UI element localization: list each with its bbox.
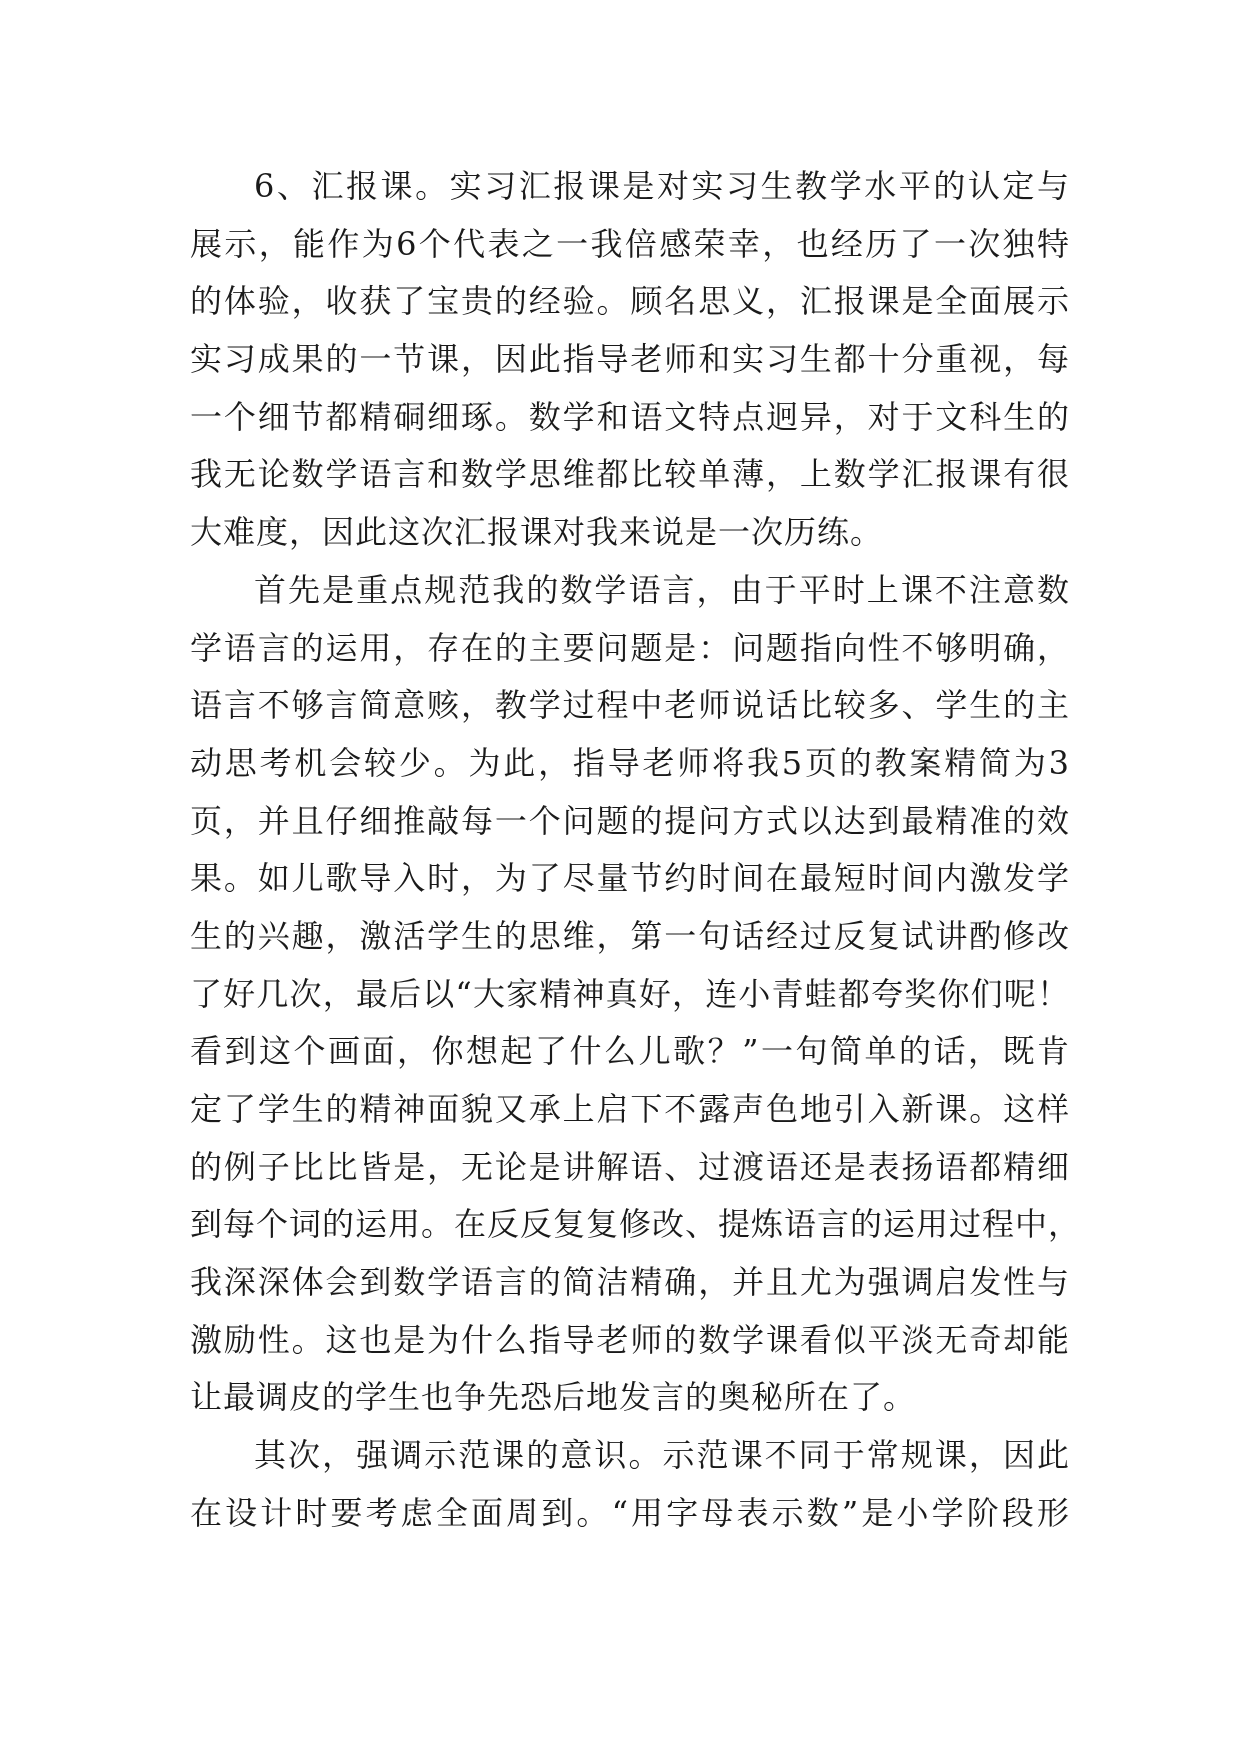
- text-line: 实习成果的一节课，因此指导老师和实习生都十分重视，每: [190, 340, 1070, 379]
- text-line: 的例子比比皆是，无论是讲解语、过渡语还是表扬语都精细: [190, 1147, 1070, 1186]
- text-line: 大难度，因此这次汇报课对我来说是一次历练。: [190, 513, 884, 552]
- text-line: 看到这个画面，你想起了什么儿歌？”一句简单的话，既肯: [190, 1032, 1070, 1071]
- text-line: 动思考机会较少。为此，指导老师将我5页的教案精简为3: [190, 743, 1070, 782]
- text-line: 语言不够言简意赅，教学过程中老师说话比较多、学生的主: [190, 686, 1070, 725]
- text-line: 其次，强调示范课的意识。示范课不同于常规课，因此: [254, 1436, 1070, 1475]
- text-line: 学语言的运用，存在的主要问题是：问题指向性不够明确，: [190, 628, 1070, 667]
- text-line: 我无论数学语言和数学思维都比较单薄，上数学汇报课有很: [190, 455, 1070, 494]
- text-line: 展示，能作为6个代表之一我倍感荣幸，也经历了一次独特: [190, 224, 1070, 263]
- text-line: 定了学生的精神面貌又承上启下不露声色地引入新课。这样: [190, 1090, 1070, 1128]
- text-line: 了好几次，最后以“大家精神真好，连小青蛙都夸奖你们呢！: [190, 974, 1070, 1013]
- text-line: 首先是重点规范我的数学语言，由于平时上课不注意数: [254, 570, 1070, 609]
- text-line: 果。如儿歌导入时，为了尽量节约时间在最短时间内激发学: [190, 859, 1070, 898]
- body-text: [190, 158, 1082, 1543]
- text-line: 的体验，收获了宝贵的经验。顾名思义，汇报课是全面展示: [190, 282, 1070, 321]
- text-line: 页，并且仔细推敲每一个问题的提问方式以达到最精准的效: [190, 801, 1070, 840]
- text-line: 6、汇报课。实习汇报课是对实习生教学水平的认定与: [254, 167, 1070, 205]
- text-line: 在设计时要考虑全面周到。“用字母表示数”是小学阶段形: [190, 1493, 1070, 1532]
- text-line: 让最调皮的学生也争先恐后地发言的奥秘所在了。: [190, 1378, 917, 1417]
- text-line: 生的兴趣，激活学生的思维，第一句话经过反复试讲酌修改: [190, 916, 1070, 955]
- text-line: 到每个词的运用。在反反复复修改、提炼语言的运用过程中，: [190, 1205, 1082, 1244]
- text-line: 我深深体会到数学语言的简洁精确，并且尤为强调启发性与: [190, 1263, 1070, 1302]
- text-line: 激励性。这也是为什么指导老师的数学课看似平淡无奇却能: [190, 1320, 1070, 1359]
- text-line: 一个细节都精硐细琢。数学和语文特点迥异，对于文科生的: [190, 397, 1070, 436]
